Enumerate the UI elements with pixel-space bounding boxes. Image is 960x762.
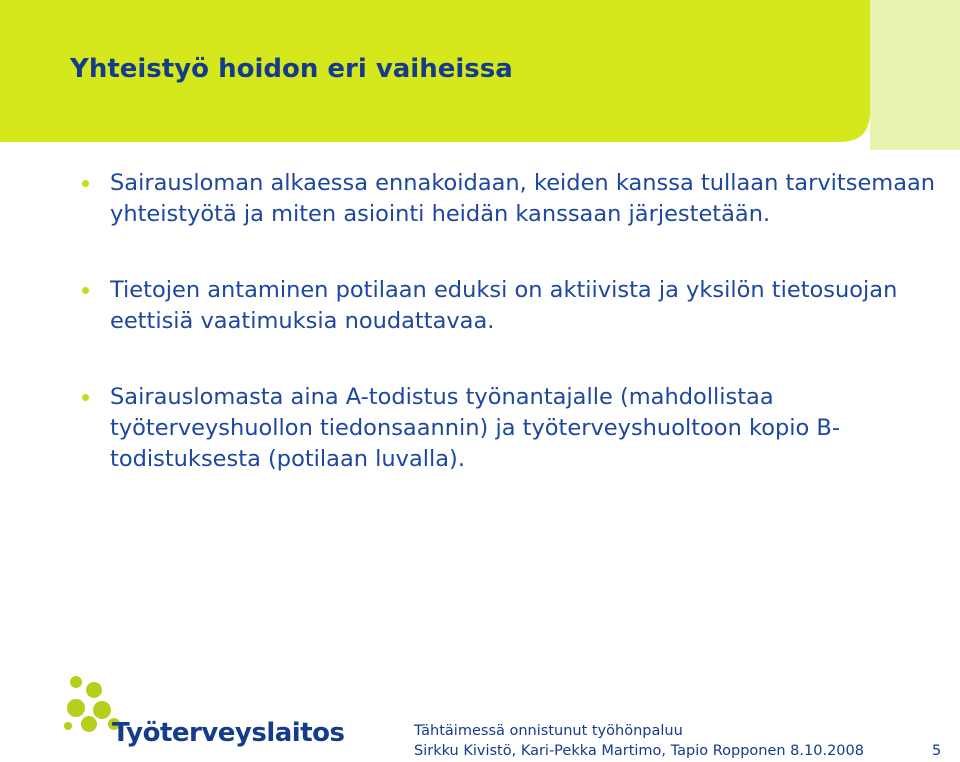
bullet-item <box>80 382 940 475</box>
page-number: 5 <box>932 743 942 759</box>
footer-subtitle: Tähtäimessä onnistunut työhönpaluu <box>414 723 683 739</box>
footer <box>414 721 864 761</box>
bullet-text: Sairauslomasta aina A-todistus työnantajalle (mahdollistaa työterveyshuollon tiedonsaannin) ja työterveyshuoltoon kopio B-todistuksesta (potilaan luvalla). <box>110 384 840 472</box>
logo <box>62 672 345 762</box>
bullet-item <box>80 168 940 230</box>
bullet-dot-icon <box>82 180 89 187</box>
bullet-text: Sairausloman alkaessa ennakoidaan, keiden kanssa tullaan tarvitsemaan yhteistyötä ja miten asiointi heidän kanssaan järjestetään. <box>110 170 936 227</box>
logo-text: Työterveyslaitos <box>112 718 345 748</box>
bullet-text: Tietojen antaminen potilaan eduksi on aktiivista ja yksilön tietosuojan eettisiä vaatimuksia noudattavaa. <box>110 277 898 334</box>
bullet-dot-icon <box>82 394 89 401</box>
bullet-dot-icon <box>82 287 89 294</box>
slide-title: Yhteistyö hoidon eri vaiheissa <box>70 54 513 84</box>
bullet-list <box>80 168 940 520</box>
footer-authors: Sirkku Kivistö, Kari-Pekka Martimo, Tapio Ropponen 8.10.2008 <box>414 743 864 759</box>
bullet-item <box>80 275 940 337</box>
